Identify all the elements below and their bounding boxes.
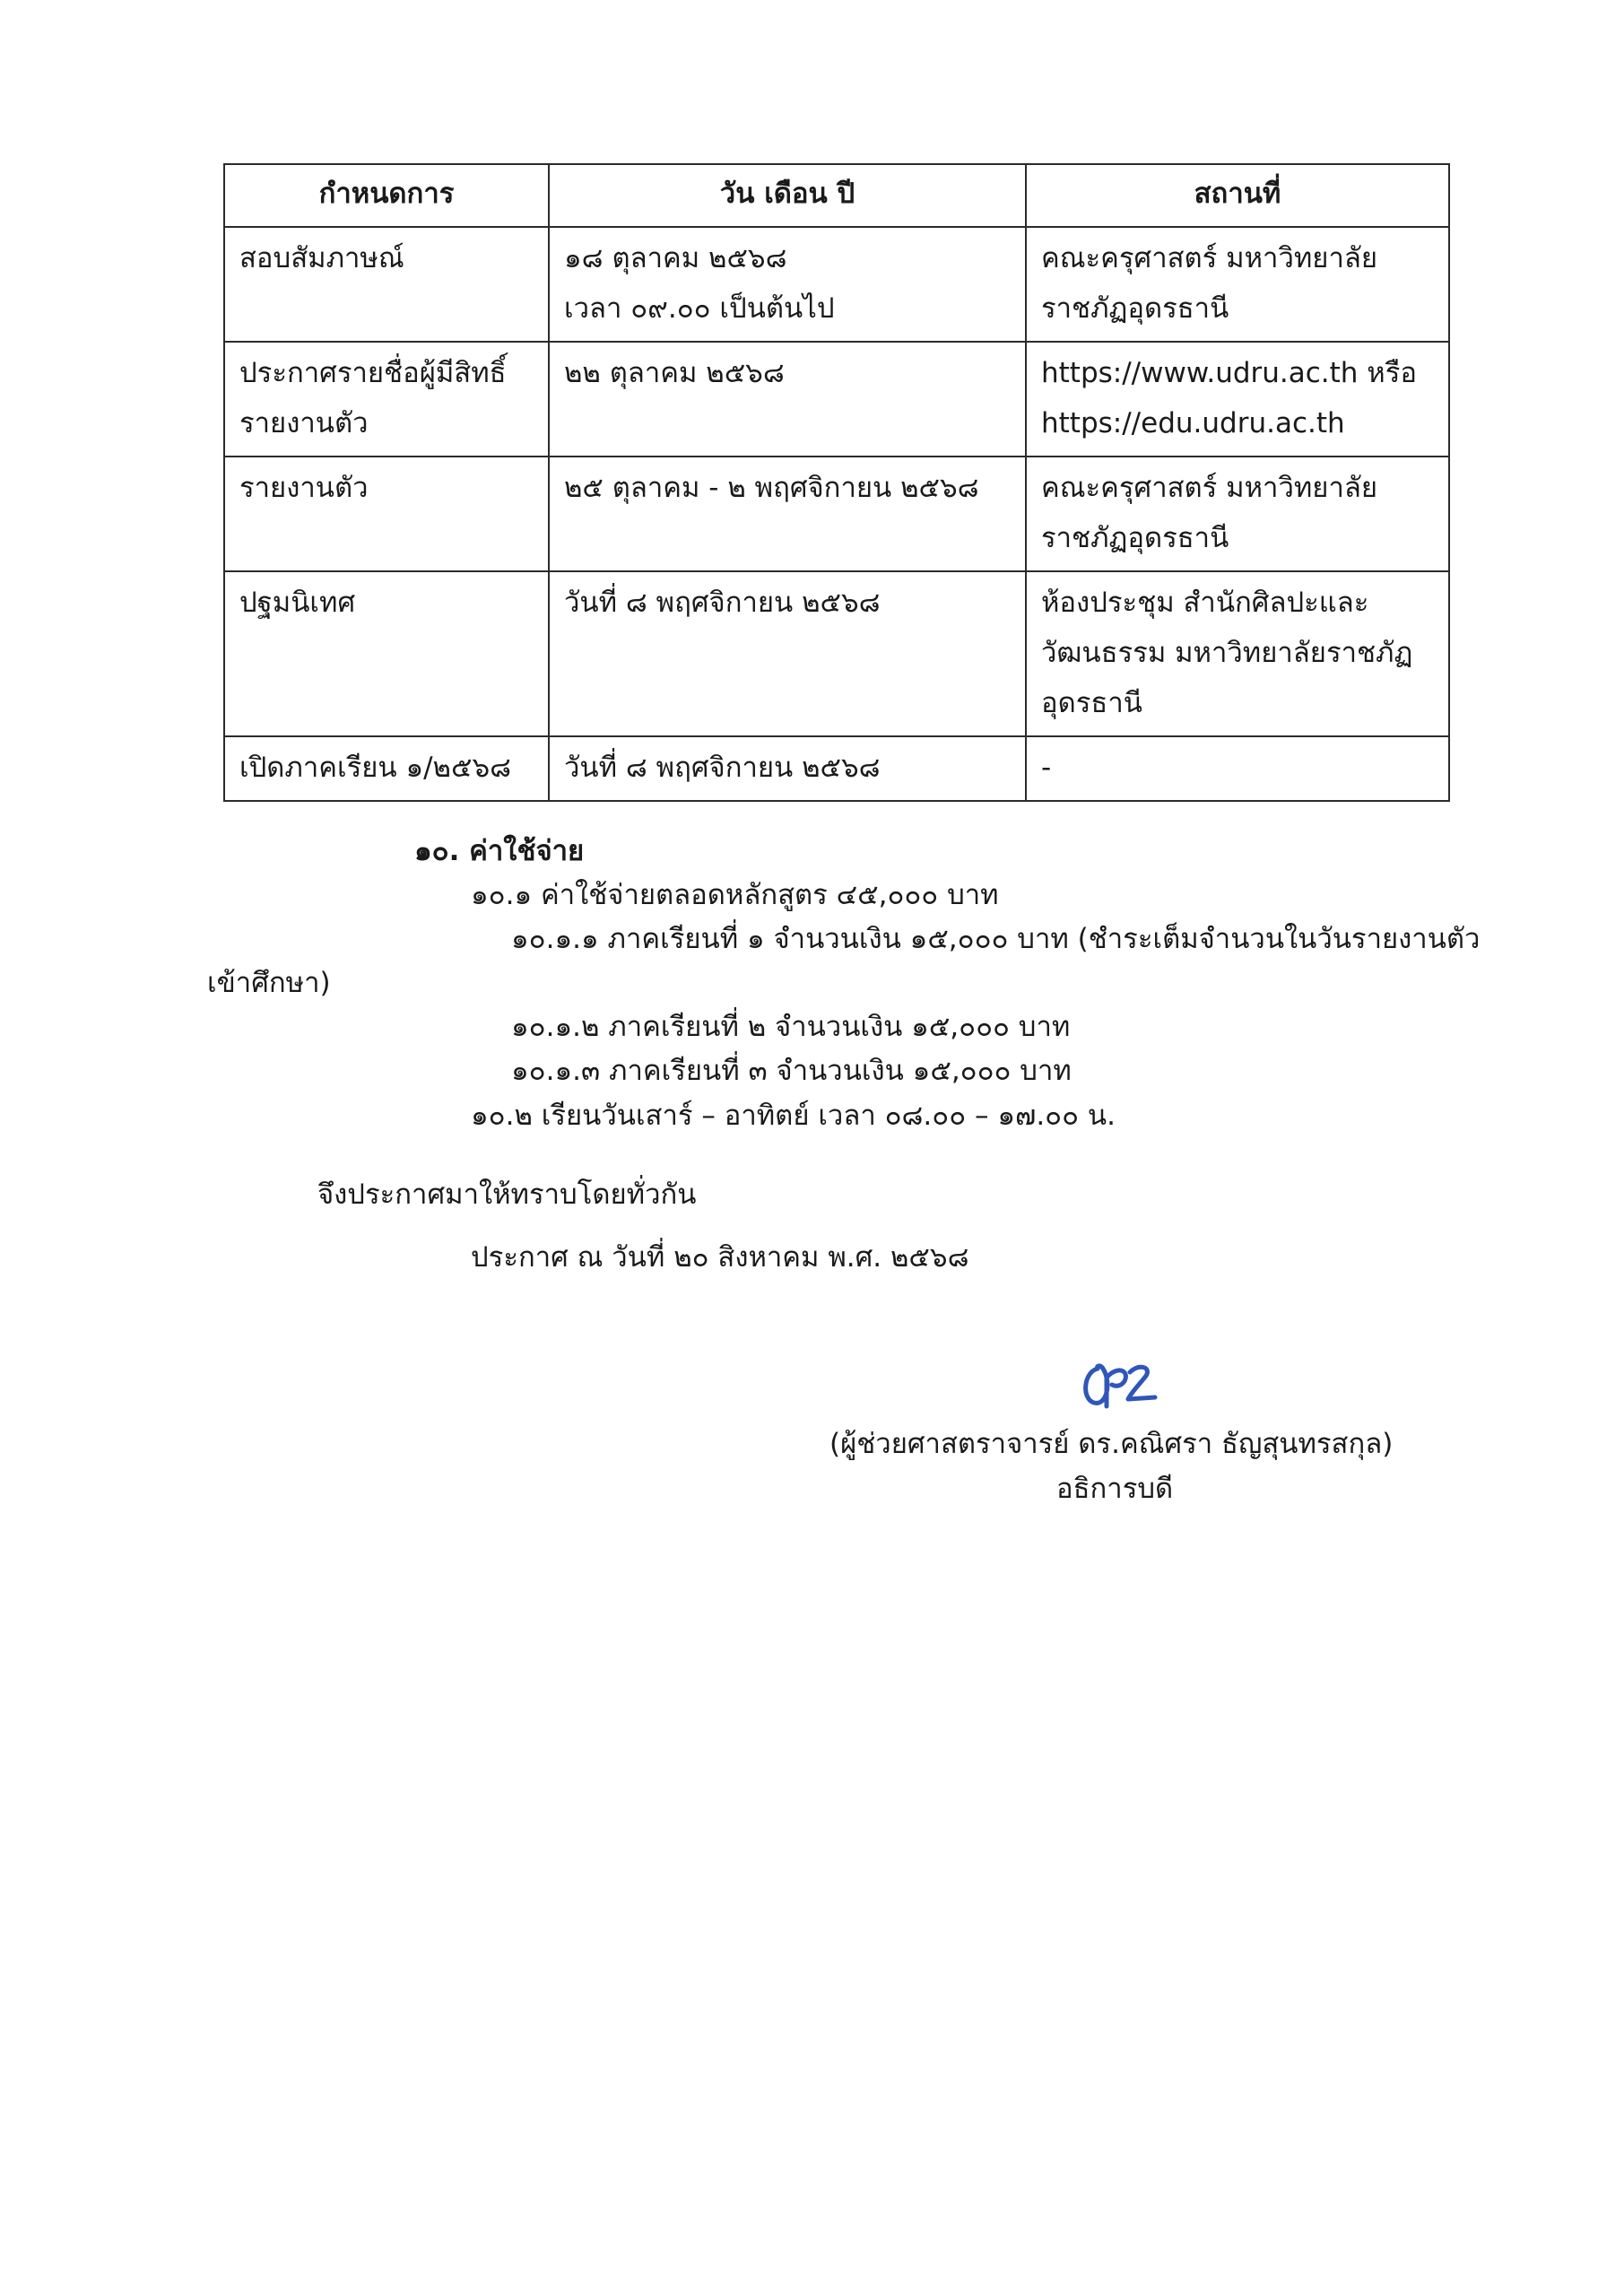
- event-cell: [224, 736, 549, 801]
- cell-line: ประกาศรายชื่อผู้มีสิทธิ์: [239, 357, 507, 389]
- cell-line: เปิดภาคเรียน ๑/๒๕๖๘: [239, 752, 512, 784]
- signatory-position: อธิการบดี: [1056, 1473, 1174, 1505]
- event-cell: [224, 457, 549, 571]
- expenses-heading: ๑๐. ค่าใช้จ่าย: [414, 835, 585, 867]
- cell-line: -: [1041, 752, 1052, 784]
- event-cell: [224, 342, 549, 457]
- cell-line: วันที่ ๘ พฤศจิกายน ๒๕๖๘: [564, 752, 881, 784]
- cell-line: วันที่ ๘ พฤศจิกายน ๒๕๖๘: [564, 587, 881, 619]
- expense-item: ๑๐.๑.๑ ภาคเรียนที่ ๑ จำนวนเงิน ๑๕,๐๐๐ บาท (ชำระเต็มจำนวนในวันรายงานตัว: [511, 923, 1481, 955]
- cell-line: สอบสัมภาษณ์: [239, 242, 404, 274]
- expense-item: ๑๐.๑.๓ ภาคเรียนที่ ๓ จำนวนเงิน ๑๕,๐๐๐ บาท: [511, 1055, 1072, 1087]
- event-cell: [224, 571, 549, 736]
- expense-item-continuation: เข้าศึกษา): [207, 967, 331, 999]
- cell-line: ๑๘ ตุลาคม ๒๕๖๘: [564, 242, 787, 274]
- table-row: [224, 571, 1449, 736]
- date-cell: [549, 571, 1026, 736]
- header-place: สถานที่: [1026, 164, 1449, 227]
- cell-line: คณะครุศาสตร์ มหาวิทยาลัย: [1041, 242, 1378, 274]
- date-cell: [549, 457, 1026, 571]
- expense-item: ๑๐.๒ เรียนวันเสาร์ – อาทิตย์ เวลา ๐๘.๐๐ – ๑๗.๐๐ น.: [471, 1100, 1116, 1132]
- place-cell: [1026, 736, 1449, 801]
- date-cell: [549, 227, 1026, 342]
- cell-line: ๒๒ ตุลาคม ๒๕๖๘: [564, 357, 785, 389]
- table-row: [224, 736, 1449, 801]
- place-cell: [1026, 457, 1449, 571]
- date-cell: [549, 736, 1026, 801]
- cell-line: ห้องประชุม สำนักศิลปะและ: [1041, 587, 1369, 619]
- table-header-row: [224, 164, 1449, 227]
- expense-item: ๑๐.๑ ค่าใช้จ่ายตลอดหลักสูตร ๔๕,๐๐๐ บาท: [471, 879, 999, 911]
- place-cell: [1026, 571, 1449, 736]
- expense-item: ๑๐.๑.๒ ภาคเรียนที่ ๒ จำนวนเงิน ๑๕,๐๐๐ บาท: [511, 1011, 1071, 1043]
- url-link[interactable]: https://edu.udru.ac.th: [1041, 407, 1345, 439]
- cell-line: ราชภัฏอุดรธานี: [1041, 522, 1229, 554]
- cell-line: อุดรธานี: [1041, 687, 1142, 719]
- date-cell: [549, 342, 1026, 457]
- cell-line: ปฐมนิเทศ: [239, 587, 356, 619]
- place-cell: [1026, 342, 1449, 457]
- table-row: [224, 342, 1449, 457]
- signature-image: [1076, 1352, 1166, 1415]
- cell-line: รายงานตัว: [239, 472, 369, 504]
- signatory-name: (ผู้ช่วยศาสตราจารย์ ดร.คณิศรา ธัญสุนทรสกุล): [829, 1428, 1394, 1460]
- table-row: [224, 457, 1449, 571]
- schedule-table: [223, 163, 1450, 802]
- cell-line: ราชภัฏอุดรธานี: [1041, 292, 1229, 325]
- place-cell: [1026, 227, 1449, 342]
- event-cell: [224, 227, 549, 342]
- table-row: [224, 227, 1449, 342]
- cell-line: วัฒนธรรม มหาวิทยาลัยราชภัฏ: [1041, 637, 1413, 669]
- closing-statement: จึงประกาศมาให้ทราบโดยทั่วกัน: [317, 1178, 697, 1211]
- cell-line: คณะครุศาสตร์ มหาวิทยาลัย: [1041, 472, 1378, 504]
- url-link[interactable]: https://www.udru.ac.th หรือ: [1041, 357, 1418, 389]
- cell-line: รายงานตัว: [239, 407, 369, 439]
- header-date: วัน เดือน ปี: [549, 164, 1026, 227]
- header-event: กำหนดการ: [224, 164, 549, 227]
- cell-line: เวลา ๐๙.๐๐ เป็นต้นไป: [564, 292, 835, 325]
- cell-line: ๒๕ ตุลาคม - ๒ พฤศจิกายน ๒๕๖๘: [564, 472, 979, 504]
- announcement-date: ประกาศ ณ วันที่ ๒๐ สิงหาคม พ.ศ. ๒๕๖๘: [471, 1241, 969, 1274]
